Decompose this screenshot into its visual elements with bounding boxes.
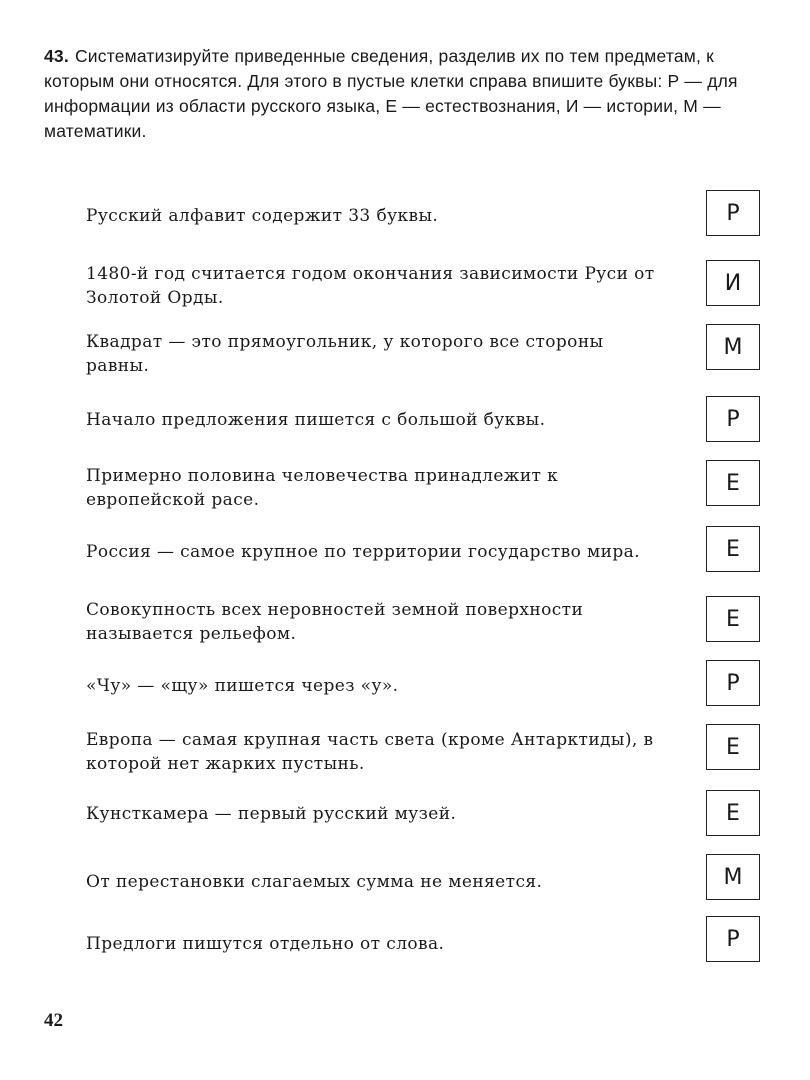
statement-text: Квадрат — это прямоугольник, у которого все стороны равны.: [86, 332, 604, 376]
answer-box[interactable]: Р: [706, 190, 760, 236]
page-number: 42: [44, 1010, 63, 1031]
answer-box[interactable]: М: [706, 324, 760, 370]
statement-text: Европа — самая крупная часть света (кроме Антарктиды), в которой нет жарких пустынь.: [86, 730, 654, 774]
statement-text: «Чу» — «щу» пишется через «у».: [86, 676, 399, 696]
statement-text: Предлоги пишутся отдельно от слова.: [86, 934, 445, 954]
answer-box[interactable]: Е: [706, 790, 760, 836]
answer-box[interactable]: Е: [706, 596, 760, 642]
statement-text: Примерно половина человечества принадлежит к европейской расе.: [86, 466, 559, 510]
statement-text: Кунсткамера — первый русский музей.: [86, 804, 457, 824]
task-description: [44, 44, 768, 144]
answer-box[interactable]: Р: [706, 396, 760, 442]
statement-text: Русский алфавит содержит 33 буквы.: [86, 206, 439, 226]
task-number: 43.: [44, 46, 69, 66]
answer-box[interactable]: Р: [706, 916, 760, 962]
answer-box[interactable]: Е: [706, 724, 760, 770]
statement-text: Совокупность всех неровностей земной поверхности называется рельефом.: [86, 600, 584, 644]
answer-box[interactable]: Е: [706, 526, 760, 572]
statement-text: От перестановки слагаемых сумма не меняется.: [86, 872, 543, 892]
statement-text: Начало предложения пишется с большой буквы.: [86, 410, 546, 430]
answer-box[interactable]: М: [706, 854, 760, 900]
statement-text: 1480-й год считается годом окончания зависимости Руси от Золотой Орды.: [86, 264, 655, 308]
task-text: Систематизируйте приведенные сведения, разделив их по тем предметам, к которым они относятся. Для этого в пустые клетки справа впишите буквы: Р — для информации из области русского языка, Е — естествознания, И — истории, М — математики.: [44, 46, 738, 141]
statement-text: Россия — самое крупное по территории государство мира.: [86, 542, 641, 562]
answer-box[interactable]: Е: [706, 460, 760, 506]
answer-box[interactable]: Р: [706, 660, 760, 706]
answer-box[interactable]: И: [706, 260, 760, 306]
